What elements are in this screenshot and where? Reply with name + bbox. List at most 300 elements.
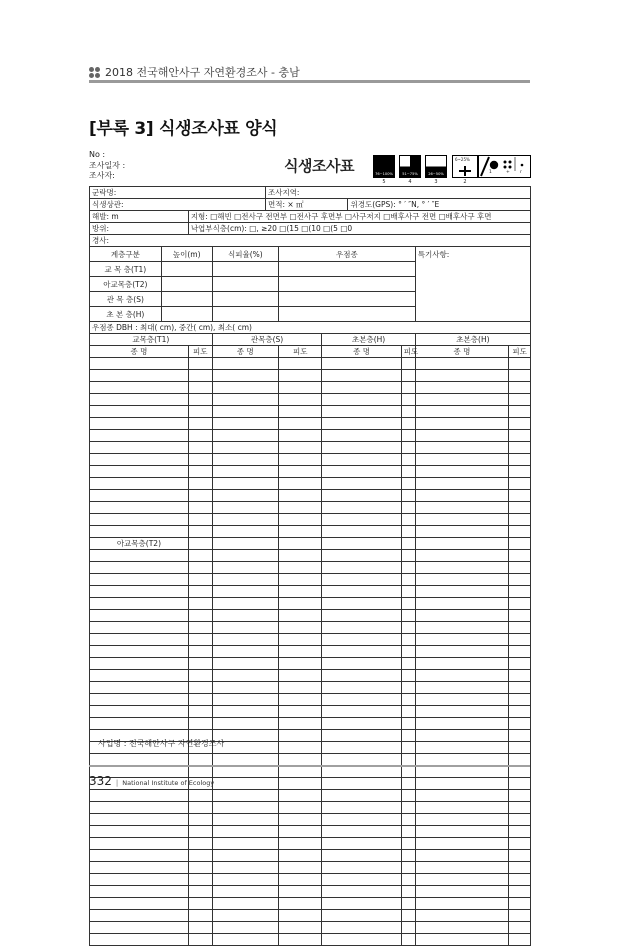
density-cell[interactable] <box>188 538 212 550</box>
species-name-cell[interactable] <box>212 934 278 946</box>
density-cell[interactable] <box>188 706 212 718</box>
species-name-cell[interactable] <box>90 802 189 814</box>
species-name-cell[interactable] <box>212 538 278 550</box>
density-cell[interactable] <box>401 562 415 574</box>
species-name-cell[interactable] <box>90 466 189 478</box>
species-name-cell[interactable] <box>322 574 401 586</box>
species-name-cell[interactable] <box>415 898 508 910</box>
density-cell[interactable] <box>188 598 212 610</box>
species-name-cell[interactable] <box>415 778 508 790</box>
density-cell[interactable] <box>278 370 321 382</box>
species-name-cell[interactable] <box>415 790 508 802</box>
density-cell[interactable] <box>509 730 531 742</box>
density-cell[interactable] <box>509 394 531 406</box>
species-name-cell[interactable] <box>322 538 401 550</box>
species-name-cell[interactable] <box>322 910 401 922</box>
species-name-cell[interactable] <box>415 478 508 490</box>
t2-dominant[interactable] <box>278 277 415 292</box>
density-cell[interactable] <box>188 370 212 382</box>
species-name-cell[interactable] <box>212 610 278 622</box>
species-name-cell[interactable] <box>212 682 278 694</box>
site-cell[interactable]: 조사지역: <box>265 187 530 199</box>
density-cell[interactable] <box>509 874 531 886</box>
density-cell[interactable] <box>401 886 415 898</box>
density-cell[interactable] <box>509 490 531 502</box>
species-name-cell[interactable] <box>90 754 189 766</box>
density-cell[interactable] <box>509 526 531 538</box>
density-cell[interactable] <box>278 358 321 370</box>
species-name-cell[interactable] <box>322 778 401 790</box>
species-name-cell[interactable] <box>415 442 508 454</box>
density-cell[interactable] <box>188 682 212 694</box>
density-cell[interactable] <box>278 646 321 658</box>
species-name-cell[interactable] <box>322 394 401 406</box>
density-cell[interactable] <box>278 850 321 862</box>
density-cell[interactable] <box>188 550 212 562</box>
species-name-cell[interactable] <box>212 886 278 898</box>
species-name-cell[interactable] <box>415 706 508 718</box>
density-cell[interactable] <box>509 826 531 838</box>
t2-cover[interactable] <box>212 277 278 292</box>
species-name-cell[interactable] <box>90 622 189 634</box>
species-name-cell[interactable] <box>322 790 401 802</box>
species-name-cell[interactable] <box>90 574 189 586</box>
species-name-cell[interactable] <box>322 802 401 814</box>
species-name-cell[interactable] <box>90 838 189 850</box>
species-name-cell[interactable] <box>415 358 508 370</box>
species-name-cell[interactable] <box>322 850 401 862</box>
s-height[interactable] <box>161 292 212 307</box>
density-cell[interactable] <box>509 562 531 574</box>
density-cell[interactable] <box>278 814 321 826</box>
density-cell[interactable] <box>509 430 531 442</box>
density-cell[interactable] <box>509 550 531 562</box>
species-name-cell[interactable] <box>415 490 508 502</box>
density-cell[interactable] <box>509 538 531 550</box>
species-name-cell[interactable] <box>90 694 189 706</box>
density-cell[interactable] <box>188 358 212 370</box>
species-name-cell[interactable] <box>322 898 401 910</box>
density-cell[interactable] <box>401 598 415 610</box>
density-cell[interactable] <box>401 862 415 874</box>
density-cell[interactable] <box>278 610 321 622</box>
density-cell[interactable] <box>509 670 531 682</box>
community-cell[interactable]: 군락명: <box>90 187 266 199</box>
species-name-cell[interactable] <box>212 562 278 574</box>
density-cell[interactable] <box>278 778 321 790</box>
density-cell[interactable] <box>188 502 212 514</box>
density-cell[interactable] <box>278 922 321 934</box>
density-cell[interactable] <box>188 670 212 682</box>
species-name-cell[interactable] <box>212 646 278 658</box>
species-name-cell[interactable] <box>322 466 401 478</box>
species-name-cell[interactable] <box>212 790 278 802</box>
t1-cover[interactable] <box>212 262 278 277</box>
phase-cell[interactable]: 식생상관: <box>90 199 266 211</box>
density-cell[interactable] <box>188 718 212 730</box>
density-cell[interactable] <box>278 898 321 910</box>
species-name-cell[interactable] <box>415 610 508 622</box>
species-name-cell[interactable] <box>415 922 508 934</box>
species-name-cell[interactable] <box>90 358 189 370</box>
density-cell[interactable] <box>278 790 321 802</box>
species-name-cell[interactable] <box>322 382 401 394</box>
density-cell[interactable] <box>278 658 321 670</box>
density-cell[interactable] <box>401 802 415 814</box>
species-name-cell[interactable] <box>415 862 508 874</box>
density-cell[interactable] <box>278 934 321 946</box>
species-name-cell[interactable] <box>90 442 189 454</box>
density-cell[interactable] <box>401 442 415 454</box>
h-dominant[interactable] <box>278 307 415 322</box>
s-dominant[interactable] <box>278 292 415 307</box>
density-cell[interactable] <box>509 922 531 934</box>
density-cell[interactable] <box>188 646 212 658</box>
species-name-cell[interactable] <box>90 550 189 562</box>
density-cell[interactable] <box>401 394 415 406</box>
species-name-cell[interactable] <box>90 706 189 718</box>
species-name-cell[interactable] <box>212 874 278 886</box>
density-cell[interactable] <box>401 814 415 826</box>
t2-height[interactable] <box>161 277 212 292</box>
density-cell[interactable] <box>401 730 415 742</box>
species-name-cell[interactable] <box>415 838 508 850</box>
density-cell[interactable] <box>509 634 531 646</box>
species-name-cell[interactable] <box>90 490 189 502</box>
density-cell[interactable] <box>401 514 415 526</box>
density-cell[interactable] <box>509 658 531 670</box>
density-cell[interactable] <box>509 778 531 790</box>
density-cell[interactable] <box>401 874 415 886</box>
species-name-cell[interactable] <box>212 634 278 646</box>
density-cell[interactable] <box>278 670 321 682</box>
species-name-cell[interactable] <box>322 454 401 466</box>
density-cell[interactable] <box>509 466 531 478</box>
density-cell[interactable] <box>188 886 212 898</box>
density-cell[interactable] <box>509 934 531 946</box>
density-cell[interactable] <box>188 526 212 538</box>
species-name-cell[interactable] <box>212 850 278 862</box>
species-name-cell[interactable] <box>415 910 508 922</box>
species-name-cell[interactable] <box>212 478 278 490</box>
density-cell[interactable] <box>509 814 531 826</box>
density-cell[interactable] <box>188 934 212 946</box>
density-cell[interactable] <box>278 586 321 598</box>
density-cell[interactable] <box>278 706 321 718</box>
species-name-cell[interactable] <box>212 814 278 826</box>
species-name-cell[interactable] <box>90 790 189 802</box>
density-cell[interactable] <box>188 562 212 574</box>
species-name-cell[interactable] <box>90 862 189 874</box>
density-cell[interactable] <box>509 646 531 658</box>
species-name-cell[interactable] <box>322 838 401 850</box>
species-name-cell[interactable] <box>415 586 508 598</box>
density-cell[interactable] <box>278 466 321 478</box>
species-name-cell[interactable] <box>90 382 189 394</box>
density-cell[interactable] <box>509 802 531 814</box>
density-cell[interactable] <box>401 706 415 718</box>
density-cell[interactable] <box>509 586 531 598</box>
density-cell[interactable] <box>278 550 321 562</box>
species-name-cell[interactable] <box>322 670 401 682</box>
species-name-cell[interactable] <box>415 682 508 694</box>
species-name-cell[interactable] <box>212 490 278 502</box>
density-cell[interactable] <box>278 826 321 838</box>
species-name-cell[interactable] <box>212 778 278 790</box>
species-name-cell[interactable] <box>415 850 508 862</box>
species-name-cell[interactable] <box>415 646 508 658</box>
species-name-cell[interactable] <box>90 598 189 610</box>
species-name-cell[interactable] <box>415 766 508 778</box>
density-cell[interactable] <box>401 610 415 622</box>
density-cell[interactable] <box>509 862 531 874</box>
species-name-cell[interactable] <box>415 502 508 514</box>
density-cell[interactable] <box>188 826 212 838</box>
density-cell[interactable] <box>509 718 531 730</box>
slope-cell[interactable]: 경사: <box>90 235 531 247</box>
density-cell[interactable] <box>188 478 212 490</box>
density-cell[interactable] <box>188 490 212 502</box>
density-cell[interactable] <box>509 406 531 418</box>
species-name-cell[interactable] <box>415 550 508 562</box>
density-cell[interactable] <box>278 394 321 406</box>
density-cell[interactable] <box>509 610 531 622</box>
species-name-cell[interactable] <box>415 730 508 742</box>
density-cell[interactable] <box>401 358 415 370</box>
density-cell[interactable] <box>278 382 321 394</box>
species-name-cell[interactable] <box>322 442 401 454</box>
species-name-cell[interactable] <box>90 610 189 622</box>
species-name-cell[interactable] <box>212 370 278 382</box>
species-name-cell[interactable] <box>415 718 508 730</box>
species-name-cell[interactable] <box>212 766 278 778</box>
density-cell[interactable] <box>188 838 212 850</box>
species-name-cell[interactable] <box>90 874 189 886</box>
species-name-cell[interactable] <box>212 802 278 814</box>
density-cell[interactable] <box>401 646 415 658</box>
species-name-cell[interactable] <box>322 742 401 754</box>
density-cell[interactable] <box>278 802 321 814</box>
density-cell[interactable] <box>188 622 212 634</box>
species-name-cell[interactable] <box>90 430 189 442</box>
density-cell[interactable] <box>278 538 321 550</box>
species-name-cell[interactable] <box>415 466 508 478</box>
density-cell[interactable] <box>509 478 531 490</box>
species-name-cell[interactable] <box>415 814 508 826</box>
density-cell[interactable] <box>509 910 531 922</box>
density-cell[interactable] <box>401 826 415 838</box>
density-cell[interactable] <box>278 766 321 778</box>
density-cell[interactable] <box>188 898 212 910</box>
density-cell[interactable] <box>278 862 321 874</box>
species-name-cell[interactable] <box>322 514 401 526</box>
density-cell[interactable] <box>401 934 415 946</box>
density-cell[interactable] <box>188 658 212 670</box>
species-name-cell[interactable] <box>322 730 401 742</box>
species-name-cell[interactable] <box>415 538 508 550</box>
density-cell[interactable] <box>188 850 212 862</box>
species-name-cell[interactable] <box>212 514 278 526</box>
litter-cell[interactable]: 낙엽부식층(cm): □, ≥20 □(15 □(10 □(5 □0 <box>188 223 530 235</box>
species-name-cell[interactable] <box>415 886 508 898</box>
density-cell[interactable] <box>401 454 415 466</box>
species-name-cell[interactable] <box>212 598 278 610</box>
density-cell[interactable] <box>188 790 212 802</box>
density-cell[interactable] <box>401 754 415 766</box>
density-cell[interactable] <box>401 574 415 586</box>
t1-height[interactable] <box>161 262 212 277</box>
density-cell[interactable] <box>188 454 212 466</box>
density-cell[interactable] <box>188 802 212 814</box>
species-name-cell[interactable] <box>212 394 278 406</box>
density-cell[interactable] <box>278 430 321 442</box>
species-name-cell[interactable] <box>212 898 278 910</box>
species-name-cell[interactable] <box>322 862 401 874</box>
species-name-cell[interactable] <box>212 622 278 634</box>
species-name-cell[interactable] <box>322 874 401 886</box>
density-cell[interactable] <box>188 634 212 646</box>
species-name-cell[interactable] <box>415 598 508 610</box>
density-cell[interactable] <box>188 610 212 622</box>
species-name-cell[interactable] <box>415 742 508 754</box>
density-cell[interactable] <box>278 562 321 574</box>
density-cell[interactable] <box>401 838 415 850</box>
density-cell[interactable] <box>509 358 531 370</box>
species-name-cell[interactable] <box>212 502 278 514</box>
density-cell[interactable] <box>188 442 212 454</box>
h-cover[interactable] <box>212 307 278 322</box>
density-cell[interactable] <box>401 466 415 478</box>
density-cell[interactable] <box>401 430 415 442</box>
density-cell[interactable] <box>188 922 212 934</box>
species-name-cell[interactable] <box>322 646 401 658</box>
species-name-cell[interactable] <box>322 934 401 946</box>
species-name-cell[interactable] <box>90 502 189 514</box>
species-name-cell[interactable] <box>322 634 401 646</box>
species-name-cell[interactable] <box>90 922 189 934</box>
density-cell[interactable] <box>401 682 415 694</box>
species-name-cell[interactable] <box>212 442 278 454</box>
species-name-cell[interactable] <box>90 394 189 406</box>
species-name-cell[interactable] <box>90 850 189 862</box>
species-name-cell[interactable] <box>212 586 278 598</box>
species-name-cell[interactable] <box>415 658 508 670</box>
density-cell[interactable] <box>188 574 212 586</box>
species-name-cell[interactable] <box>90 634 189 646</box>
species-name-cell[interactable] <box>212 418 278 430</box>
density-cell[interactable] <box>509 694 531 706</box>
density-cell[interactable] <box>401 766 415 778</box>
species-name-cell[interactable] <box>212 430 278 442</box>
density-cell[interactable] <box>278 718 321 730</box>
density-cell[interactable] <box>509 370 531 382</box>
density-cell[interactable] <box>188 862 212 874</box>
species-name-cell[interactable] <box>322 706 401 718</box>
density-cell[interactable] <box>188 694 212 706</box>
species-name-cell[interactable] <box>90 526 189 538</box>
species-name-cell[interactable] <box>90 406 189 418</box>
species-name-cell[interactable] <box>415 574 508 586</box>
species-name-cell[interactable] <box>212 694 278 706</box>
species-name-cell[interactable] <box>212 526 278 538</box>
density-cell[interactable] <box>278 682 321 694</box>
density-cell[interactable] <box>278 910 321 922</box>
density-cell[interactable] <box>401 526 415 538</box>
species-name-cell[interactable] <box>212 550 278 562</box>
species-name-cell[interactable] <box>212 382 278 394</box>
density-cell[interactable] <box>278 874 321 886</box>
s-cover[interactable] <box>212 292 278 307</box>
density-cell[interactable] <box>188 814 212 826</box>
species-name-cell[interactable] <box>212 754 278 766</box>
species-name-cell[interactable] <box>322 826 401 838</box>
density-cell[interactable] <box>401 910 415 922</box>
species-name-cell[interactable] <box>212 406 278 418</box>
species-name-cell[interactable] <box>322 550 401 562</box>
species-name-cell[interactable] <box>322 478 401 490</box>
species-name-cell[interactable] <box>415 874 508 886</box>
density-cell[interactable] <box>401 718 415 730</box>
species-name-cell[interactable] <box>322 754 401 766</box>
species-name-cell[interactable] <box>322 694 401 706</box>
density-cell[interactable] <box>401 490 415 502</box>
density-cell[interactable] <box>401 850 415 862</box>
density-cell[interactable] <box>401 370 415 382</box>
density-cell[interactable] <box>509 682 531 694</box>
density-cell[interactable] <box>278 742 321 754</box>
density-cell[interactable] <box>278 406 321 418</box>
aspect-cell[interactable]: 방위: <box>90 223 189 235</box>
density-cell[interactable] <box>278 454 321 466</box>
density-cell[interactable] <box>278 754 321 766</box>
h-height[interactable] <box>161 307 212 322</box>
species-name-cell[interactable] <box>90 934 189 946</box>
density-cell[interactable] <box>401 778 415 790</box>
density-cell[interactable] <box>401 406 415 418</box>
species-name-cell[interactable] <box>212 466 278 478</box>
species-name-cell[interactable] <box>90 670 189 682</box>
density-cell[interactable] <box>509 790 531 802</box>
density-cell[interactable] <box>278 886 321 898</box>
density-cell[interactable] <box>509 574 531 586</box>
density-cell[interactable] <box>401 538 415 550</box>
species-name-cell[interactable] <box>415 622 508 634</box>
species-name-cell[interactable] <box>415 754 508 766</box>
density-cell[interactable] <box>278 502 321 514</box>
density-cell[interactable] <box>188 910 212 922</box>
species-name-cell[interactable] <box>90 514 189 526</box>
species-name-cell[interactable] <box>415 526 508 538</box>
density-cell[interactable] <box>278 490 321 502</box>
species-name-cell[interactable] <box>90 454 189 466</box>
density-cell[interactable] <box>509 622 531 634</box>
density-cell[interactable] <box>278 622 321 634</box>
density-cell[interactable] <box>509 742 531 754</box>
density-cell[interactable] <box>278 478 321 490</box>
species-name-cell[interactable] <box>212 838 278 850</box>
density-cell[interactable] <box>509 598 531 610</box>
species-name-cell[interactable] <box>90 886 189 898</box>
species-name-cell[interactable] <box>415 370 508 382</box>
terrain-cell[interactable]: 지형: □해빈 □전사구 전면부 □전사구 후면부 □사구저지 □배후사구 전면 □배후사구 후면 <box>188 211 530 223</box>
species-name-cell[interactable] <box>90 814 189 826</box>
species-name-cell[interactable] <box>322 406 401 418</box>
species-name-cell[interactable] <box>90 370 189 382</box>
species-name-cell[interactable] <box>90 718 189 730</box>
species-name-cell[interactable] <box>212 706 278 718</box>
density-cell[interactable] <box>509 514 531 526</box>
density-cell[interactable] <box>401 790 415 802</box>
